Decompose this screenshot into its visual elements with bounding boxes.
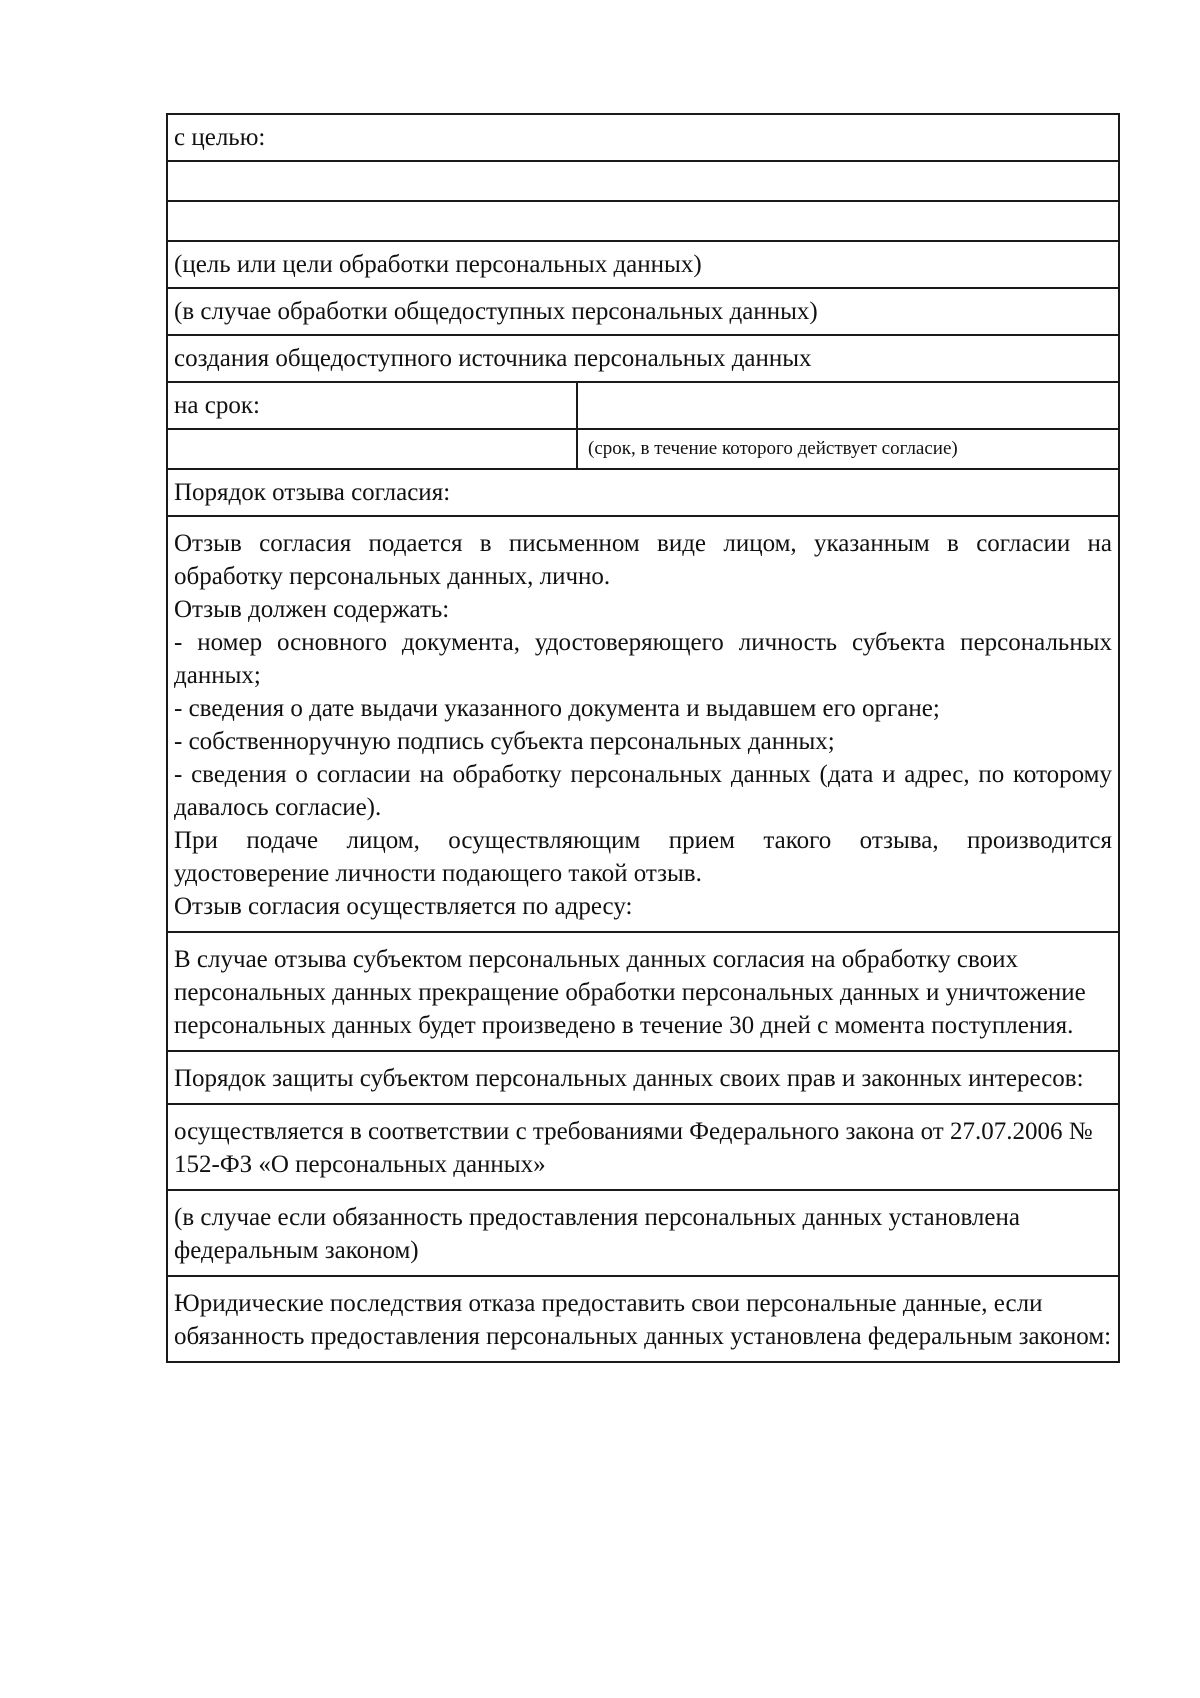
table-row bbox=[167, 288, 1119, 335]
table-row bbox=[167, 114, 1119, 161]
table-row bbox=[167, 335, 1119, 382]
table-row bbox=[167, 1104, 1119, 1190]
withdraw-procedure-text bbox=[167, 516, 1119, 932]
withdraw-consequence-text: В случае отзыва субъектом персональных данных согласия на обработку своих персональных данных прекращение обработки персональных данных и уничтожение персональных данных будет произведено в течение 30 дней с момента поступления. bbox=[167, 932, 1119, 1051]
purpose-label: с целью: bbox=[167, 114, 1119, 161]
term-left-blank bbox=[167, 429, 577, 469]
withdraw-paragraph: Отзыв согласия подается в письменном виде лицом, указанным в согласии на обработку персональных данных, лично. bbox=[174, 530, 1113, 590]
withdraw-paragraph: - собственноручную подпись субъекта персональных данных; bbox=[174, 728, 835, 755]
withdraw-label: Порядок отзыва согласия: bbox=[167, 469, 1119, 516]
table-row bbox=[167, 932, 1119, 1051]
withdraw-paragraph: Отзыв должен содержать: bbox=[174, 596, 450, 623]
table-row bbox=[167, 161, 1119, 201]
withdraw-paragraph: - сведения о дате выдачи указанного документа и выдавшем его органе; bbox=[174, 695, 940, 722]
public-source-text: создания общедоступного источника персональных данных bbox=[167, 335, 1119, 382]
protection-text: осуществляется в соответствии с требованиями Федерального закона от 27.07.2006 № 152-ФЗ «О персональных данных» bbox=[167, 1104, 1119, 1190]
table-row bbox=[167, 241, 1119, 288]
purpose-hint: (цель или цели обработки персональных данных) bbox=[167, 241, 1119, 288]
table-row bbox=[167, 1190, 1119, 1276]
table-row bbox=[167, 1276, 1119, 1362]
withdraw-paragraph: Отзыв согласия осуществляется по адресу: bbox=[174, 893, 633, 920]
term-hint: (срок, в течение которого действует согласие) bbox=[577, 429, 1119, 469]
obligation-hint: (в случае если обязанность предоставления персональных данных установлена федеральным законом) bbox=[167, 1190, 1119, 1276]
refusal-consequence-label: Юридические последствия отказа предоставить свои персональные данные, если обязанность предоставления персональных данных установлена федеральным законом: bbox=[167, 1276, 1119, 1362]
table-row bbox=[167, 516, 1119, 932]
table-row bbox=[167, 469, 1119, 516]
purpose-field-2[interactable] bbox=[167, 201, 1119, 241]
consent-form-table bbox=[166, 113, 1120, 1363]
withdraw-paragraph: - сведения о согласии на обработку персональных данных (дата и адрес, по которому давалось согласие). bbox=[174, 761, 1113, 821]
table-row bbox=[167, 382, 1119, 429]
purpose-field-1[interactable] bbox=[167, 161, 1119, 201]
table-row bbox=[167, 1051, 1119, 1104]
table-row bbox=[167, 429, 1119, 469]
table-row bbox=[167, 201, 1119, 241]
withdraw-paragraph: - номер основного документа, удостоверяющего личность субъекта персональных данных; bbox=[174, 629, 1113, 689]
term-field[interactable] bbox=[577, 382, 1119, 429]
public-data-hint: (в случае обработки общедоступных персональных данных) bbox=[167, 288, 1119, 335]
term-label: на срок: bbox=[167, 382, 577, 429]
withdraw-paragraph: При подаче лицом, осуществляющим прием такого отзыва, производится удостоверение личности подающего такой отзыв. bbox=[174, 827, 1113, 887]
protection-label: Порядок защиты субъектом персональных данных своих прав и законных интересов: bbox=[167, 1051, 1119, 1104]
